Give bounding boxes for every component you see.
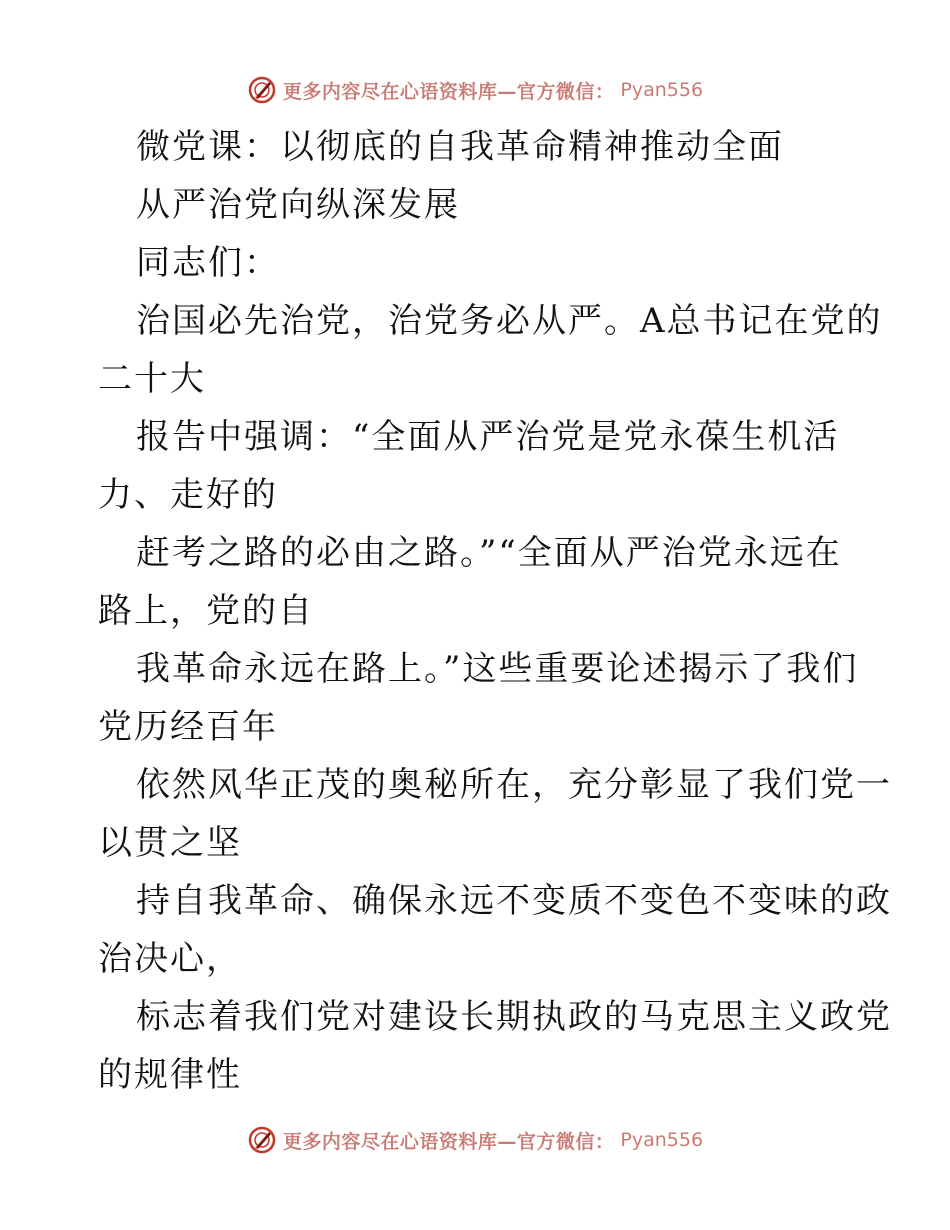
title-line-1: 微党课：以彻底的自我革命精神推动全面 [136, 127, 784, 167]
salutation: 同志们： [136, 243, 280, 283]
body-line: 治决心， [98, 939, 242, 979]
watermark-wechat-id: Pyan556 [620, 1129, 704, 1151]
body-line: 的规律性 [98, 1055, 242, 1095]
body-line: 我革命永远在路上。”这些重要论述揭示了我们 [136, 649, 859, 689]
document-body [98, 118, 892, 1104]
pen-logo-icon [247, 1125, 277, 1155]
body-line: 以贯之坚 [98, 823, 242, 863]
watermark-text: 更多内容尽在心语资料库—官方微信： [282, 1130, 615, 1153]
body-line: 赶考之路的必由之路。”“全面从严治党永远在 [136, 533, 842, 573]
watermark-wechat-id: Pyan556 [620, 79, 704, 101]
pen-logo-icon [247, 75, 277, 105]
body-line: 党历经百年 [98, 707, 278, 747]
header-watermark [0, 70, 950, 110]
body-line: 治国必先治党，治党务必从严。A总书记在党的 [136, 301, 883, 341]
body-line: 依然风华正茂的奥秘所在，充分彰显了我们党一 [136, 765, 892, 805]
body-line: 报告中强调：“全面从严治党是党永葆生机活 [136, 417, 840, 457]
body-line: 力、走好的 [98, 475, 278, 515]
body-line: 持自我革命、确保永远不变质不变色不变味的政 [136, 881, 892, 921]
watermark-text: 更多内容尽在心语资料库—官方微信： [282, 80, 615, 103]
title-line-2: 从严治党向纵深发展 [136, 185, 460, 225]
body-line: 标志着我们党对建设长期执政的马克思主义政党 [136, 997, 892, 1037]
body-line: 路上，党的自 [98, 591, 314, 631]
footer-watermark [0, 1120, 950, 1160]
body-line: 二十大 [98, 359, 206, 399]
